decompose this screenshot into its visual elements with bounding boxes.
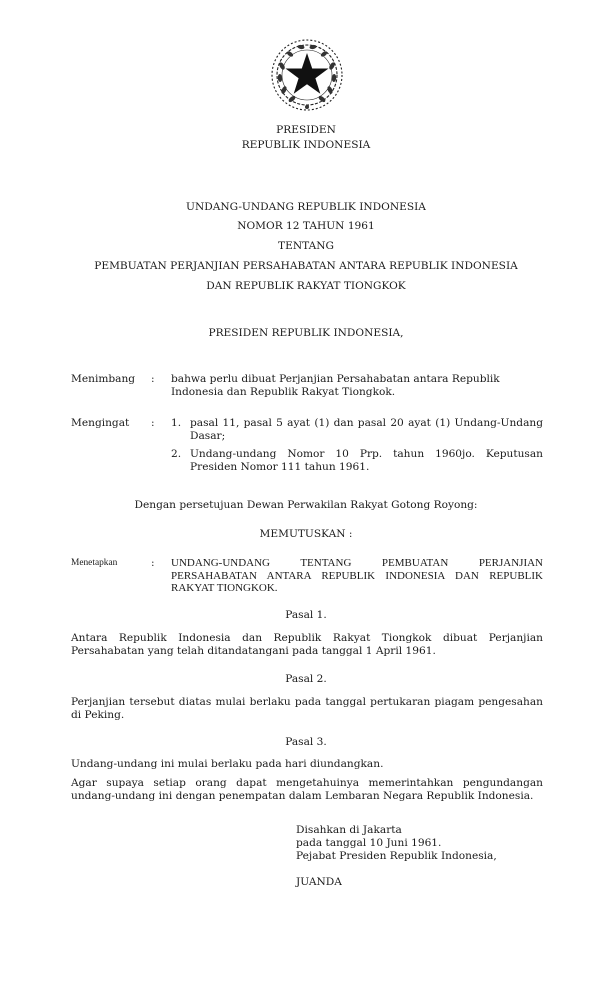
garuda-star-wreath-emblem-icon [268,36,346,114]
signature-place: Disahkan di Jakarta [296,824,402,836]
signature-name: JUANDA [296,876,342,888]
mengingat-item-1-number: 1. [171,417,182,429]
mengingat-label: Mengingat [71,417,130,429]
menimbang-colon: : [151,373,155,385]
mengingat-item-2-text: Undang-undang Nomor 10 Prp. tahun 1960jo. Keputusan Presiden Nomor 111 tahun 1961. [190,448,543,473]
menimbang-label: Menimbang [71,373,136,385]
pasal-3-paragraph-2: Agar supaya setiap orang dapat mengetahuinya memerintahkan pengundangan undang-undang ini dengan penempatan dalam Lembaran Negara Republik Indonesia. [71,777,543,802]
menetapkan-label: Menetapkan [71,558,118,568]
title-line-5: DAN REPUBLIK RAKYAT TIONGKOK [206,280,406,292]
pasal-1-paragraph: Antara Republik Indonesia dan Republik Rakyat Tiongkok dibuat Perjanjian Persahabatan yang telah ditandatangani pada tanggal 1 April 1961. [71,632,543,657]
pasal-2-paragraph: Perjanjian tersebut diatas mulai berlaku pada tanggal pertukaran piagam pengesahan di Peking. [71,696,543,721]
pasal-1-heading: Pasal 1. [285,609,327,621]
pasal-3-paragraph-1: Undang-undang ini mulai berlaku pada hari diundangkan. [71,758,384,770]
menetapkan-colon: : [151,557,155,569]
persetujuan-statement: Dengan persetujuan Dewan Perwakilan Rakyat Gotong Royong: [134,499,478,511]
preamble: PRESIDEN REPUBLIK INDONESIA, [208,327,404,339]
signature-date: pada tanggal 10 Juni 1961. [296,837,442,849]
memutuskan-heading: MEMUTUSKAN : [259,528,353,540]
title-line-3: TENTANG [278,240,334,252]
mengingat-item-2-number: 2. [171,448,182,460]
mengingat-item-1-text: pasal 11, pasal 5 ayat (1) dan pasal 20 ayat (1) Undang-Undang Dasar; [190,417,543,442]
menetapkan-text: UNDANG-UNDANG TENTANG PEMBUATAN PERJANJIAN PERSAHABATAN ANTARA REPUBLIK INDONESIA DAN REPUBLIK RAKYAT TIONGKOK. [171,557,543,594]
mengingat-colon: : [151,417,155,429]
title-line-2: NOMOR 12 TAHUN 1961 [237,220,375,232]
title-line-4: PEMBUATAN PERJANJIAN PERSAHABATAN ANTARA REPUBLIK INDONESIA [94,260,518,272]
header-republik-indonesia: REPUBLIK INDONESIA [241,139,371,151]
signature-office: Pejabat Presiden Republik Indonesia, [296,850,497,862]
title-line-1: UNDANG-UNDANG REPUBLIK INDONESIA [186,201,426,213]
pasal-2-heading: Pasal 2. [285,673,327,685]
menimbang-text: bahwa perlu dibuat Perjanjian Persahabatan antara Republik Indonesia dan Republik Rakyat Tiongkok. [171,373,500,398]
header-presiden: PRESIDEN [276,124,336,136]
pasal-3-heading: Pasal 3. [285,736,327,748]
